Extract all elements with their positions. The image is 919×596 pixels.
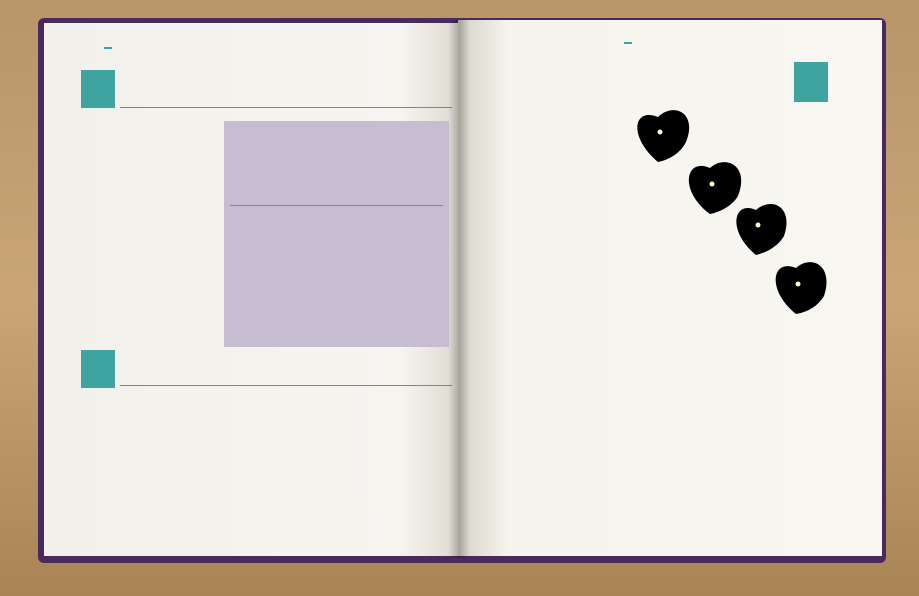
table-header (358, 203, 401, 206)
table-header-row (230, 203, 443, 206)
love-direction-table (230, 203, 443, 206)
heart-candle-pink (776, 262, 827, 314)
tip-number-69 (81, 70, 115, 108)
heart-candle-green (637, 110, 689, 162)
left-page (44, 23, 462, 556)
section-71-column-1 (484, 120, 626, 122)
section-70-paragraph-1 (90, 401, 252, 402)
section-69-rule (120, 107, 452, 108)
right-page (458, 20, 882, 556)
book-gutter (448, 20, 470, 558)
running-head-right (624, 42, 632, 44)
table-header (400, 203, 443, 206)
running-head-left (104, 47, 112, 49)
section-70-rule (120, 385, 452, 386)
how-to-box (224, 121, 449, 347)
section-71-column-2 (650, 274, 778, 282)
table-header (315, 203, 358, 206)
tip-number-70 (81, 350, 115, 388)
section-70-color-list (260, 401, 446, 403)
heart-candle-yellow (689, 162, 741, 214)
section-69-paragraph-1 (90, 123, 214, 124)
heart-candle-navy (736, 204, 786, 255)
heart-candles-photo (628, 92, 828, 322)
table-header (273, 203, 316, 206)
table-header (230, 203, 273, 206)
